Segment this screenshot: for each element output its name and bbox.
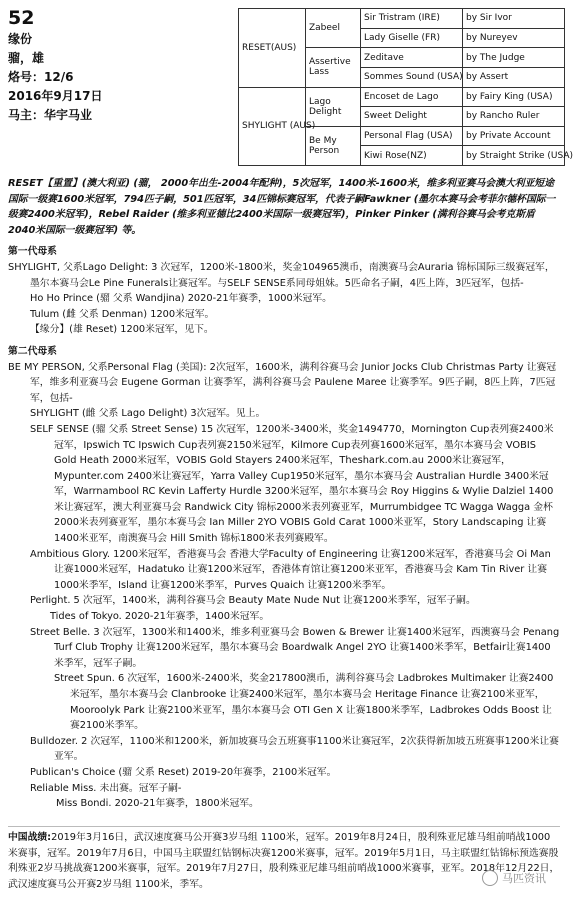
pedigree-gen3: Personal Flag (USA) bbox=[361, 126, 463, 146]
offspring-entry: Perlight. 5 次冠军，1400米，满利谷赛马会 Beauty Mate Nude Nut 让赛1200米季军，冠军子嗣。 bbox=[30, 595, 476, 607]
horse-name: 缘份 bbox=[8, 32, 33, 46]
pedigree-notes bbox=[8, 176, 560, 812]
granddam-entry: BE MY PERSON, 父系Personal Flag (美国): 2次冠军，1600米，满利谷赛马会 Junior Jocks Club Christmas Party 让赛冠军，维多利亚赛马会 Eugene Gorman 让赛季军，满利谷赛马会 Paulene Maree 让赛季军。9匹子嗣，8匹上阵，7匹冠军，包括- bbox=[8, 361, 557, 404]
pedigree-gen3: Kiwi Rose(NZ) bbox=[361, 146, 463, 166]
divider bbox=[8, 826, 560, 827]
brand-number: 烙号：12/6 bbox=[8, 70, 74, 84]
pedigree-dam: SHYLIGHT (AUS) bbox=[239, 87, 306, 166]
pedigree-gen2: Assertive Lass bbox=[306, 48, 361, 87]
pedigree-gen3: Sommes Sound (USA) bbox=[361, 67, 463, 87]
sire-intro: RESET【重置】(澳大利亚) (骝， 2000年出生-2004年配种)，5次冠军，1400米-1600米，维多利亚赛马会澳大利亚短途国际一级赛1600米冠军，794匹子嗣，501匹冠军，34匹锦标赛冠军，代表子嗣Fawkner (墨尔本赛马会考菲尔德杯国际一级赛2400米冠军)，Rebel Raider (维多利亚德比2400米国际一级赛冠军)，Pinker Pinker (满利谷赛马会考克斯盾2040米国际一级赛冠军) 等。 bbox=[8, 178, 556, 236]
offspring-entry: Publican's Choice (骝 父系 Reset) 2019-20年赛季，2100米冠军。 bbox=[30, 766, 337, 778]
birth-date: 2016年9月17日 bbox=[8, 89, 103, 103]
pedigree-gen3: Zeditave bbox=[361, 48, 463, 68]
pedigree-gen4: by Fairy King (USA) bbox=[463, 87, 565, 107]
watermark-icon bbox=[482, 870, 498, 886]
china-record bbox=[8, 830, 560, 892]
offspring-entry: Bulldozer. 2 次冠军，1100米和1200米，新加坡赛马会五班赛事1100米让赛冠军，2次获得新加坡五班赛事1200米让赛亚军。 bbox=[30, 735, 559, 763]
china-record-label: 中国战绩: bbox=[8, 832, 52, 843]
offspring-entry: Street Belle. 3 次冠军，1300米和1400米，维多利亚赛马会 Bowen & Brewer 让赛1400米冠军，西澳赛马会 Penang Turf Club Trophy 让赛1200米冠军，墨尔本赛马会 Boardwalk Angel 2YO 让赛1400米季军，Betfair让赛1400米季军，冠军子嗣。 bbox=[30, 626, 560, 669]
lot-number: 52 bbox=[8, 7, 35, 29]
offspring-entry: SELF SENSE (骝 父系 Street Sense) 15 次冠军，1200米-3400米，奖金1494770，Mornington Cup表列赛2400米冠军，Ipswich TC Ipswich Cup表列赛2150米冠军，Kilmore Cup表列赛1600米冠军，墨尔本赛马会 VOBIS Gold Heath 2000米冠军，VOBIS Gold Stayers 2400米冠军，Theshark.com.au 2000米让赛冠军，Mypunter.com 2400米让赛冠军，Yarra Valley Cup1950米冠军，墨尔本赛马会 Australian Hurdle 3400米冠军，Warrnambool RC Kevin Lafferty Hurdle 3200米冠军，墨尔本赛马会 Roy Higgins & Wylie Dalziel 1400米让赛冠军，澳大利亚赛马会 Randwick City 锦标2000米表列赛亚军，Murrumbidgee TC Wagga Wagga 金杯2000米表列赛亚军，墨尔本赛马会 Ian Miller 2YO VOBIS Gold Carat 1000米亚军，Story Landscaping 让赛1400米亚军，南澳赛马会 Hill Smith 锦标1800米表列赛殿军。 bbox=[30, 423, 554, 545]
offspring-entry: Ho Ho Prince (骝 父系 Wandjina) 2020-21年赛季，1000米冠军。 bbox=[30, 293, 332, 305]
pedigree-gen4: by Assert bbox=[463, 67, 565, 87]
horse-header bbox=[8, 6, 223, 125]
offspring-entry: Reliable Miss. 未出赛。冠军子嗣- bbox=[30, 782, 182, 794]
pedigree-table bbox=[238, 8, 573, 166]
offspring-entry: Tulum (雌 父系 Denman) 1200米冠军。 bbox=[30, 308, 215, 320]
dam-entry: SHYLIGHT, 父系Lago Delight: 3 次冠军，1200米-1800米，奖金104965澳币，南澳赛马会Auraria 锦标国际三级赛冠军，墨尔本赛马会Le Pine Funerals让赛冠军。与SELF SENSE系同母姐妹。5匹命名子嗣，4匹上阵，3匹冠军，包括- bbox=[8, 261, 555, 289]
pedigree-gen4: by Straight Strike (USA) bbox=[463, 146, 565, 166]
pedigree-gen4: by The Judge bbox=[463, 48, 565, 68]
offspring-entry: Miss Bondi. 2020-21年赛季，1800米冠军。 bbox=[56, 798, 259, 810]
pedigree-gen2: Zabeel bbox=[306, 9, 361, 48]
pedigree-gen3: Lady Giselle (FR) bbox=[361, 28, 463, 48]
watermark-text: 马匹资讯 bbox=[502, 872, 546, 885]
pedigree-gen3: Sir Tristram (IRE) bbox=[361, 9, 463, 29]
china-record-text: 2019年3月16日，武汉速度赛马公开赛3岁马组 1100米，冠军。2019年8月24日，殷利殊亚尼雄马组前哨战1000米赛事，冠军。2019年7月6日，中国马主联盟红钻钢标决赛1200米赛事，冠军。2019年5月1日，马主联盟红钻锦标预选赛殷利殊亚2岁马挑战赛1200米赛事，冠军。2019年7月27日，殷利殊亚尼雄马组前哨战1000米赛事，亚军。2018年12月22日，武汉速度赛马公开赛2岁马组 1100米，季军。 bbox=[8, 832, 560, 890]
watermark bbox=[482, 870, 546, 886]
pedigree-gen2: Lago Delight bbox=[306, 87, 361, 126]
pedigree-gen2: Be My Person bbox=[306, 126, 361, 165]
pedigree-gen3: Encoset de Lago bbox=[361, 87, 463, 107]
owner: 马主：华宇马业 bbox=[8, 108, 93, 122]
offspring-entry: Tides of Tokyo. 2020-21年赛季，1400米冠军。 bbox=[50, 611, 270, 623]
pedigree-gen3: Sweet Delight bbox=[361, 107, 463, 127]
offspring-entry: Street Spun. 6 次冠军，1600米-2400米，奖金217800澳币，满利谷赛马会 Ladbrokes Multimaker 让赛2400米冠军，墨尔本赛马会 Clanbrooke 让赛2400米冠军，墨尔本赛马会 Heritage Finance 让赛2100米亚军，Mooroolyk Park 让赛2100米亚军，墨尔本赛马会 OTI Gen X 让赛1800米季军，Ladbrokes Odds Boost 让赛2100米季军。 bbox=[54, 673, 554, 732]
pedigree-gen4: by Sir Ivor bbox=[463, 9, 565, 29]
horse-sex: 骝，雄 bbox=[8, 51, 45, 65]
offspring-entry: 【缘分】(雄 Reset) 1200米冠军，见下。 bbox=[30, 324, 214, 336]
offspring-entry: SHYLIGHT (雌 父系 Lago Delight) 3次冠军。见上。 bbox=[30, 408, 266, 420]
offspring-entry: Ambitious Glory. 1200米冠军，香港赛马会 香港大学Faculty of Engineering 让赛1200米冠军，香港赛马会 Oi Man 让赛1000米冠军，Hadatuko 让赛1200米冠军，香港体育馆让赛1200米亚军，香港赛马会 Kam Tin River 让赛1000米季军，Island 让赛1200米季军，Purves Quaich 让赛1200米季军。 bbox=[30, 548, 551, 591]
section-title: 第一代母系 bbox=[8, 246, 57, 258]
pedigree-gen4: by Nureyev bbox=[463, 28, 565, 48]
pedigree-gen4: by Rancho Ruler bbox=[463, 107, 565, 127]
section-title: 第二代母系 bbox=[8, 345, 57, 357]
pedigree-gen4: by Private Account bbox=[463, 126, 565, 146]
pedigree-sire: RESET(AUS) bbox=[239, 9, 306, 88]
